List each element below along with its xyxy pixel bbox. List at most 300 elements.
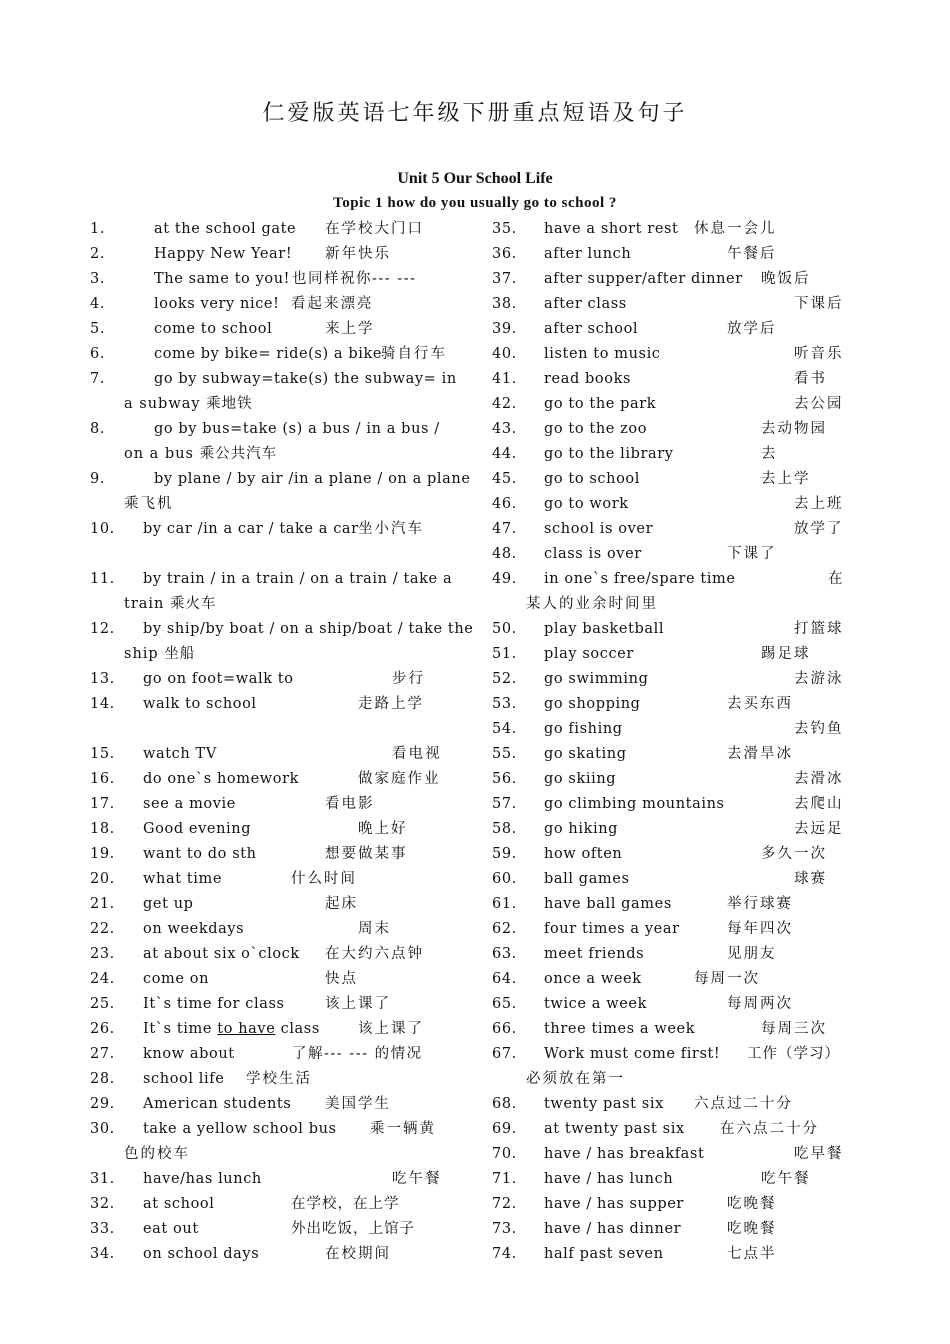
phrase-en: Good evening <box>143 821 252 837</box>
phrase-en: listen to music <box>544 346 661 362</box>
list-item <box>492 842 852 867</box>
phrase-cn: 七点半 <box>727 1246 777 1262</box>
phrase-cn: 在 <box>828 571 845 587</box>
phrase-en: have/has lunch <box>143 1171 262 1187</box>
phrase-cn: 见朋友 <box>727 946 777 962</box>
list-item <box>492 417 852 442</box>
phrase-cn: 每周两次 <box>727 996 793 1012</box>
phrase-cn: 吃晚餐 <box>727 1196 777 1212</box>
phrase-cn: 想要做某事 <box>325 846 408 862</box>
phrase-cn: 去 <box>761 446 778 462</box>
list-item <box>90 1167 450 1192</box>
list-item <box>90 1067 450 1092</box>
item-number: 9. <box>90 471 106 487</box>
item-number: 44. <box>492 446 517 462</box>
phrase-cn: 快点 <box>325 971 358 987</box>
list-item <box>90 617 474 667</box>
list-item <box>90 292 450 317</box>
list-item <box>90 342 450 367</box>
list-item <box>492 792 852 817</box>
phrase-cn: 什么时间 <box>291 871 357 887</box>
topic-title: Topic 1 how do you usually go to school ? <box>333 195 617 211</box>
phrase-cn: 步行 <box>392 671 425 687</box>
item-number: 24. <box>90 971 115 987</box>
phrase-cn: 去爬山 <box>794 796 844 812</box>
item-number: 31. <box>90 1171 115 1187</box>
phrase-cn: 每周三次 <box>761 1021 827 1037</box>
phrase-cn: 去公园 <box>794 396 844 412</box>
phrase-en: play soccer <box>544 646 634 662</box>
item-number: 5. <box>90 321 106 337</box>
item-number: 50. <box>492 621 517 637</box>
page-title: 仁爱版英语七年级下册重点短语及句子 <box>262 101 688 126</box>
phrase-cn: 学校生活 <box>246 1071 312 1087</box>
item-number: 70. <box>492 1146 517 1162</box>
list-item <box>90 1117 450 1167</box>
list-item <box>492 1242 852 1267</box>
list-item <box>492 817 852 842</box>
phrase-en: looks very nice! <box>154 296 280 312</box>
phrase-en: It`s time to have class <box>143 1021 320 1037</box>
phrase-continuation: ship 坐船 <box>124 646 196 662</box>
list-item <box>492 1042 852 1092</box>
phrase-en: go to the park <box>544 396 657 412</box>
list-item <box>492 992 852 1017</box>
item-number: 29. <box>90 1096 115 1112</box>
phrase-cn: 去远足 <box>794 821 844 837</box>
list-item <box>90 467 471 517</box>
list-item <box>492 1117 852 1142</box>
list-item <box>492 542 852 567</box>
list-item <box>90 792 450 817</box>
list-item <box>90 417 450 467</box>
list-item <box>90 692 450 717</box>
list-item <box>492 567 852 617</box>
list-item <box>90 1192 450 1217</box>
phrase-en: come on <box>143 971 210 987</box>
phrase-cn: 放学后 <box>727 321 777 337</box>
phrase-en: on school days <box>143 1246 260 1262</box>
list-item <box>90 267 450 292</box>
phrase-cn: 新年快乐 <box>325 246 391 262</box>
item-number: 33. <box>90 1221 115 1237</box>
phrase-en: go to the library <box>544 446 674 462</box>
list-item <box>492 717 852 742</box>
phrase-cn: 在学校，在上学 <box>291 1196 400 1212</box>
list-item <box>90 892 450 917</box>
phrase-en: ball games <box>544 871 630 887</box>
phrase-cn: 吃午餐 <box>392 1171 442 1187</box>
phrase-en: in one`s free/spare time <box>544 571 736 587</box>
list-item <box>492 367 852 392</box>
list-item <box>90 242 450 267</box>
phrase-en: go fishing <box>544 721 623 737</box>
phrase-cn: 乘一辆黄 <box>370 1121 436 1137</box>
phrase-cn: 走路上学 <box>358 696 424 712</box>
phrase-continuation: 乘飞机 <box>124 496 174 512</box>
item-number: 47. <box>492 521 517 537</box>
list-item <box>90 1217 450 1242</box>
item-number: 4. <box>90 296 106 312</box>
phrase-cn: 在校期间 <box>325 1246 391 1262</box>
phrase-cn: 去动物园 <box>761 421 827 437</box>
item-number: 25. <box>90 996 115 1012</box>
item-number: 72. <box>492 1196 517 1212</box>
phrase-en: have / has supper <box>544 1196 684 1212</box>
list-item <box>492 617 852 642</box>
item-number: 74. <box>492 1246 517 1262</box>
left-column <box>90 217 474 1267</box>
phrase-en: take a yellow school bus <box>143 1121 337 1137</box>
item-number: 65. <box>492 996 517 1012</box>
item-number: 60. <box>492 871 517 887</box>
phrase-cn: 在学校大门口 <box>325 221 424 237</box>
phrase-cn: 每年四次 <box>727 921 793 937</box>
list-item <box>492 292 852 317</box>
phrase-cn: 去钓鱼 <box>794 721 844 737</box>
list-item <box>492 392 852 417</box>
phrase-cn: 去游泳 <box>794 671 844 687</box>
phrase-en: by car /in a car / take a car <box>143 521 359 537</box>
phrase-en: once a week <box>544 971 642 987</box>
phrase-cn: 吃晚餐 <box>727 1221 777 1237</box>
list-item <box>90 917 450 942</box>
item-number: 73. <box>492 1221 517 1237</box>
list-item <box>90 867 450 892</box>
phrase-en: go on foot=walk to <box>143 671 294 687</box>
phrase-en: get up <box>143 896 194 912</box>
phrase-en: know about <box>143 1046 235 1062</box>
list-item <box>492 967 852 992</box>
phrase-en: American students <box>143 1096 292 1112</box>
item-number: 3. <box>90 271 106 287</box>
list-item <box>90 1242 450 1267</box>
phrase-en: go skiing <box>544 771 617 787</box>
phrase-en: by ship/by boat / on a ship/boat / take the <box>143 621 474 637</box>
phrase-cn: 打篮球 <box>794 621 844 637</box>
item-number: 11. <box>90 571 115 587</box>
item-number: 21. <box>90 896 115 912</box>
phrase-en: go to school <box>544 471 640 487</box>
phrase-cn: 下课后 <box>794 296 844 312</box>
list-item <box>90 567 453 617</box>
phrase-cn: 多久一次 <box>761 846 827 862</box>
phrase-continuation: 色的校车 <box>124 1146 190 1162</box>
item-number: 8. <box>90 421 106 437</box>
phrase-cn: 美国学生 <box>325 1096 391 1112</box>
phrase-en: go to work <box>544 496 629 512</box>
phrase-cn: 去滑冰 <box>794 771 844 787</box>
item-number: 37. <box>492 271 517 287</box>
phrase-en: It`s time for class <box>143 996 285 1012</box>
item-number: 15. <box>90 746 115 762</box>
item-number: 55. <box>492 746 517 762</box>
phrase-en: go by bus=take (s) a bus / in a bus / <box>154 421 440 437</box>
item-number: 17. <box>90 796 115 812</box>
phrase-en: do one`s homework <box>143 771 300 787</box>
list-item <box>492 942 852 967</box>
phrase-cn: 午餐后 <box>727 246 777 262</box>
phrase-en: after school <box>544 321 639 337</box>
phrase-en: Work must come first! <box>544 1046 721 1062</box>
phrase-cn: 骑自行车 <box>381 346 447 362</box>
item-number: 66. <box>492 1021 517 1037</box>
phrase-cn: 做家庭作业 <box>358 771 441 787</box>
phrase-en: have / has dinner <box>544 1221 682 1237</box>
phrase-cn: 吃早餐 <box>794 1146 844 1162</box>
item-number: 10. <box>90 521 115 537</box>
list-item <box>492 242 852 267</box>
list-item <box>492 1167 852 1192</box>
item-number: 1. <box>90 221 106 237</box>
phrase-cn: 周末 <box>358 921 391 937</box>
phrase-cn: 坐小汽车 <box>358 521 424 537</box>
item-number: 68. <box>492 1096 517 1112</box>
phrase-cn: 看书 <box>794 371 827 387</box>
item-number: 43. <box>492 421 517 437</box>
item-number: 39. <box>492 321 517 337</box>
item-number: 49. <box>492 571 517 587</box>
item-number: 42. <box>492 396 517 412</box>
phrase-en: go by subway=take(s) the subway= in <box>154 371 457 387</box>
item-number: 48. <box>492 546 517 562</box>
phrase-en: eat out <box>143 1221 199 1237</box>
phrase-cn: 晚饭后 <box>761 271 811 287</box>
list-item <box>492 1192 852 1217</box>
item-number: 56. <box>492 771 517 787</box>
item-number: 69. <box>492 1121 517 1137</box>
list-item <box>90 992 450 1017</box>
item-number: 6. <box>90 346 106 362</box>
phrase-en: walk to school <box>143 696 257 712</box>
phrase-cn: 起床 <box>325 896 358 912</box>
phrase-en: see a movie <box>143 796 236 812</box>
phrase-en: go swimming <box>544 671 649 687</box>
item-number: 19. <box>90 846 115 862</box>
item-number: 2. <box>90 246 106 262</box>
phrase-en: The same to you! <box>154 271 291 287</box>
phrase-cn: 每周一次 <box>694 971 760 987</box>
phrase-en: go to the zoo <box>544 421 648 437</box>
phrase-cn: 看电视 <box>392 746 442 762</box>
item-number: 18. <box>90 821 115 837</box>
phrase-cn: 球赛 <box>794 871 827 887</box>
list-item <box>90 1017 450 1042</box>
list-item <box>90 767 450 792</box>
list-item <box>492 867 852 892</box>
phrase-en: have ball games <box>544 896 672 912</box>
phrase-cn: 去上班 <box>794 496 844 512</box>
phrase-cn: 在六点二十分 <box>720 1121 819 1137</box>
phrase-cn: 放学了 <box>794 521 844 537</box>
phrase-en: after supper/after dinner <box>544 271 743 287</box>
phrase-en: after lunch <box>544 246 632 262</box>
item-number: 67. <box>492 1046 517 1062</box>
list-item <box>492 767 852 792</box>
phrase-cn: 该上课了 <box>358 1021 424 1037</box>
item-number: 20. <box>90 871 115 887</box>
phrase-en: have / has breakfast <box>544 1146 705 1162</box>
item-number: 12. <box>90 621 115 637</box>
list-item <box>492 892 852 917</box>
item-number: 14. <box>90 696 115 712</box>
phrase-en: have / has lunch <box>544 1171 674 1187</box>
right-column <box>492 217 852 1267</box>
phrase-en: half past seven <box>544 1246 664 1262</box>
phrase-continuation: 必须放在第一 <box>526 1071 625 1087</box>
phrase-en: school is over <box>544 521 654 537</box>
item-number: 63. <box>492 946 517 962</box>
phrase-en: on weekdays <box>143 921 245 937</box>
item-number: 41. <box>492 371 517 387</box>
item-number: 26. <box>90 1021 115 1037</box>
item-number: 45. <box>492 471 517 487</box>
phrase-en: twice a week <box>544 996 648 1012</box>
phrase-cn: 看起来漂亮 <box>291 296 374 312</box>
phrase-en: go hiking <box>544 821 619 837</box>
item-number: 27. <box>90 1046 115 1062</box>
phrase-cn: 工作（学习） <box>747 1046 840 1062</box>
list-item <box>492 467 852 492</box>
list-item <box>90 217 450 242</box>
item-number: 51. <box>492 646 517 662</box>
phrase-cn: 在大约六点钟 <box>325 946 424 962</box>
phrase-en: how often <box>544 846 623 862</box>
list-item <box>492 442 852 467</box>
item-number: 22. <box>90 921 115 937</box>
phrase-en: meet friends <box>544 946 645 962</box>
item-number: 36. <box>492 246 517 262</box>
list-item <box>492 342 852 367</box>
item-number: 62. <box>492 921 517 937</box>
phrase-en: three times a week <box>544 1021 696 1037</box>
phrase-cn: 六点过二十分 <box>694 1096 793 1112</box>
phrase-en: twenty past six <box>544 1096 664 1112</box>
phrase-cn: 去买东西 <box>727 696 793 712</box>
phrase-cn: 了解--- --- 的情况 <box>292 1046 423 1062</box>
list-item <box>90 967 450 992</box>
phrase-cn: 举行球赛 <box>727 896 793 912</box>
phrase-en: want to do sth <box>143 846 257 862</box>
phrase-cn: 该上课了 <box>325 996 391 1012</box>
phrase-en: by plane / by air /in a plane / on a plane <box>154 471 471 487</box>
phrase-cn: 来上学 <box>325 321 375 337</box>
phrase-en: school life <box>143 1071 225 1087</box>
item-number: 52. <box>492 671 517 687</box>
list-item <box>492 1217 852 1242</box>
phrase-en: at twenty past six <box>544 1121 685 1137</box>
phrase-en: at school <box>143 1196 215 1212</box>
phrase-continuation: 某人的业余时间里 <box>526 596 658 612</box>
list-item <box>90 367 457 417</box>
phrase-continuation: a subway 乘地铁 <box>124 396 253 412</box>
item-number: 59. <box>492 846 517 862</box>
list-item <box>90 1092 450 1117</box>
list-item <box>492 1142 852 1167</box>
item-number: 7. <box>90 371 106 387</box>
item-number: 57. <box>492 796 517 812</box>
item-number: 13. <box>90 671 115 687</box>
phrase-cn: 去滑旱冰 <box>727 746 793 762</box>
phrase-cn: 晚上好 <box>358 821 408 837</box>
list-item <box>492 692 852 717</box>
item-number: 38. <box>492 296 517 312</box>
phrase-cn: 去上学 <box>761 471 811 487</box>
list-item <box>492 267 852 292</box>
phrase-cn: 下课了 <box>727 546 777 562</box>
list-item <box>90 317 450 342</box>
item-number: 64. <box>492 971 517 987</box>
item-number: 40. <box>492 346 517 362</box>
item-number: 71. <box>492 1171 517 1187</box>
list-item <box>492 1017 852 1042</box>
item-number: 35. <box>492 221 517 237</box>
phrase-en: read books <box>544 371 632 387</box>
list-item <box>492 217 852 242</box>
phrase-continuation: on a bus 乘公共汽车 <box>124 446 278 462</box>
list-item <box>492 492 852 517</box>
item-number: 46. <box>492 496 517 512</box>
list-item <box>90 842 450 867</box>
phrase-en: at the school gate <box>154 221 297 237</box>
phrase-en: class is over <box>544 546 642 562</box>
item-number: 28. <box>90 1071 115 1087</box>
unit-title: Unit 5 Our School Life <box>397 170 553 187</box>
item-number: 34. <box>90 1246 115 1262</box>
item-number: 32. <box>90 1196 115 1212</box>
phrase-continuation: train 乘火车 <box>124 596 217 612</box>
phrase-en: Happy New Year! <box>154 246 293 262</box>
phrase-en: play basketball <box>544 621 665 637</box>
phrase-cn: 听音乐 <box>794 346 844 362</box>
phrase-en: have a short rest <box>544 221 679 237</box>
list-item <box>90 517 450 542</box>
item-number: 58. <box>492 821 517 837</box>
phrase-en: go climbing mountains <box>544 796 725 812</box>
phrase-en: go skating <box>544 746 627 762</box>
phrase-en: by train / in a train / on a train / take a <box>143 571 453 587</box>
phrase-en: come to school <box>154 321 273 337</box>
phrase-cn: 外出吃饭，上馆子 <box>291 1221 415 1237</box>
list-item <box>492 742 852 767</box>
item-number: 54. <box>492 721 517 737</box>
item-number: 30. <box>90 1121 115 1137</box>
phrase-cn: 踢足球 <box>761 646 811 662</box>
phrase-cn: 休息一会儿 <box>694 221 777 237</box>
phrase-en: go shopping <box>544 696 641 712</box>
list-item <box>90 1042 450 1067</box>
phrase-en: after class <box>544 296 627 312</box>
list-item <box>90 942 450 967</box>
list-item <box>90 667 450 692</box>
list-item <box>90 817 450 842</box>
phrase-cn: 吃午餐 <box>761 1171 811 1187</box>
list-item <box>492 917 852 942</box>
item-number: 23. <box>90 946 115 962</box>
phrase-en: come by bike= ride(s) a bike <box>154 346 383 362</box>
phrase-cn: 也同样祝你--- --- <box>292 271 417 287</box>
phrase-en: watch TV <box>143 746 217 762</box>
phrase-en: what time <box>143 871 223 887</box>
item-number: 61. <box>492 896 517 912</box>
list-item <box>492 317 852 342</box>
phrase-en: at about six o`clock <box>143 946 300 962</box>
phrase-en: four times a year <box>544 921 680 937</box>
list-item <box>90 742 450 767</box>
phrase-cn: 看电影 <box>325 796 375 812</box>
list-item <box>492 517 852 542</box>
list-item <box>492 642 852 667</box>
